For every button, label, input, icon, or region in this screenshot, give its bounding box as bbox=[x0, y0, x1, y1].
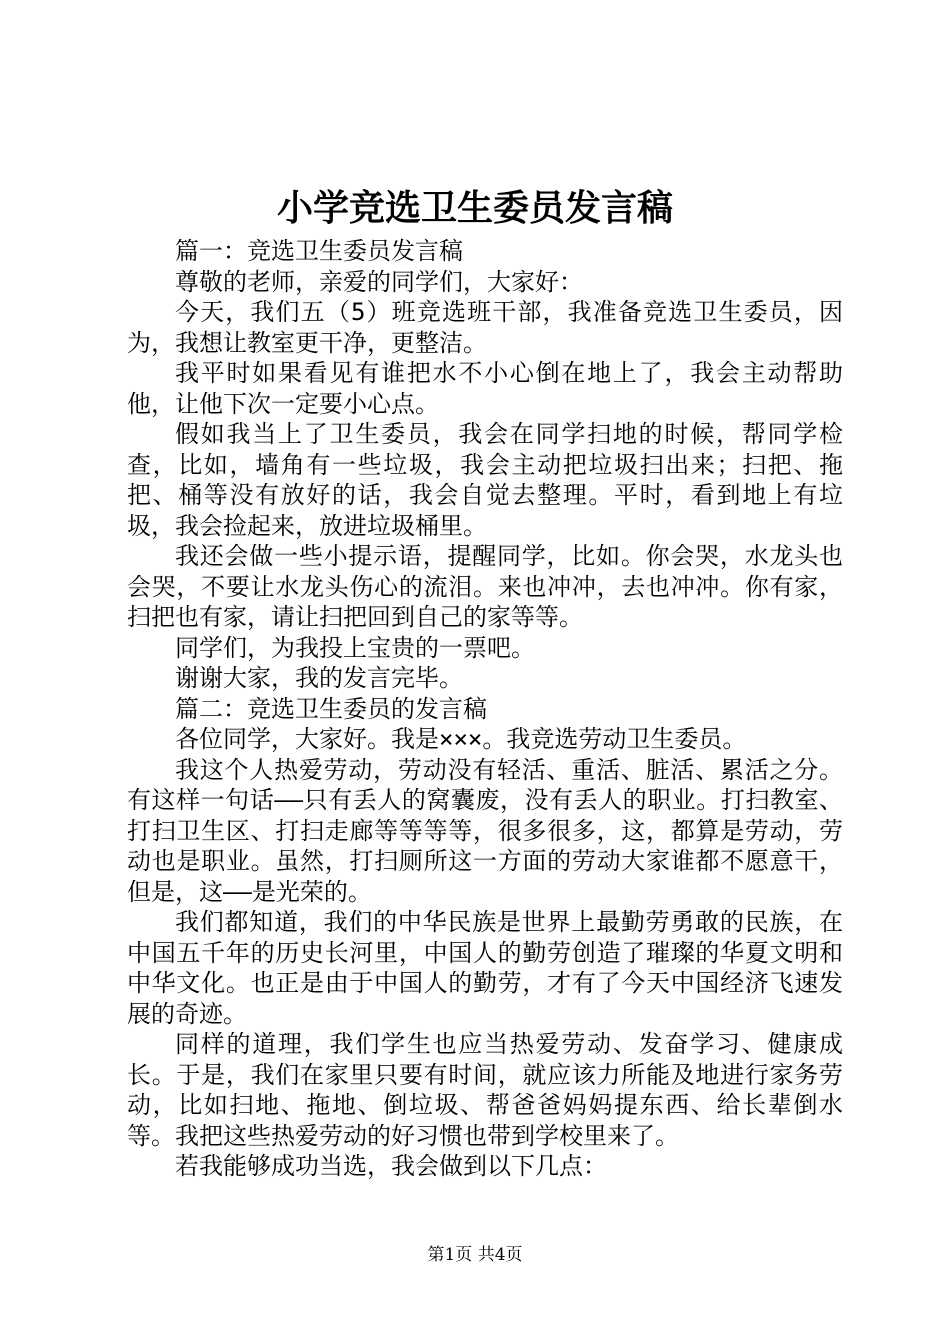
paragraph: 同学们，为我投上宝贵的一票吧。 bbox=[175, 633, 535, 662]
paragraph: 篇二：竞选卫生委员的发言稿 bbox=[175, 694, 487, 723]
document-body bbox=[127, 236, 843, 1182]
paragraph: 我这个人热爱劳动，劳动没有轻活、重活、脏活、累活之分。有这样一句话——只有丢人的窝囊废，没有丢人的职业。打扫教室、打扫卫生区、打扫走廊等等等等，很多很多，这，都算是劳动，劳动也是职业。虽然，打扫厕所这一方面的劳动大家谁都不愿意干，但是，这——是光荣的。 bbox=[127, 755, 843, 906]
paragraph: 我还会做一些小提示语，提醒同学，比如。你会哭，水龙头也会哭，不要让水龙头伤心的流泪。来也冲冲，去也冲冲。你有家，扫把也有家，请让扫把回到自己的家等等。 bbox=[127, 542, 843, 631]
paragraph: 今天，我们五（5）班竞选班干部，我准备竞选卫生委员，因为，我想让教室更干净，更整洁。 bbox=[127, 298, 843, 357]
paragraph: 谢谢大家，我的发言完毕。 bbox=[175, 664, 463, 692]
paragraph: 我们都知道，我们的中华民族是世界上最勤劳勇敢的民族，在中国五千年的历史长河里，中国人的勤劳创造了璀璨的华夏文明和中华文化。也正是由于中国人的勤劳，才有了今天中国经济飞速发展的奇迹。 bbox=[127, 908, 843, 1028]
paragraph: 同样的道理，我们学生也应当热爱劳动、发奋学习、健康成长。于是，我们在家里只要有时间，就应该力所能及地进行家务劳动，比如扫地、拖地、倒垃圾、帮爸爸妈妈提东西、给长辈倒水等。我把这些热爱劳动的好习惯也带到学校里来了。 bbox=[127, 1030, 843, 1150]
paragraph: 假如我当上了卫生委员，我会在同学扫地的时候，帮同学检查，比如，墙角有一些垃圾，我会主动把垃圾扫出来；扫把、拖把、桶等没有放好的话，我会自觉去整理。平时，看到地上有垃圾，我会捡起来，放进垃圾桶里。 bbox=[127, 420, 843, 540]
paragraph: 尊敬的老师，亲爱的同学们，大家好： bbox=[175, 267, 583, 296]
paragraph: 各位同学，大家好。我是×××。我竞选劳动卫生委员。 bbox=[175, 725, 747, 753]
paragraph: 若我能够成功当选，我会做到以下几点： bbox=[175, 1152, 607, 1180]
page-footer: 第1页 共4页 bbox=[427, 1245, 523, 1265]
paragraph: 篇一：竞选卫生委员发言稿 bbox=[175, 237, 463, 265]
document-title: 小学竞选卫生委员发言稿 bbox=[276, 187, 673, 229]
paragraph: 我平时如果看见有谁把水不小心倒在地上了，我会主动帮助他，让他下次一定要小心点。 bbox=[127, 359, 843, 418]
